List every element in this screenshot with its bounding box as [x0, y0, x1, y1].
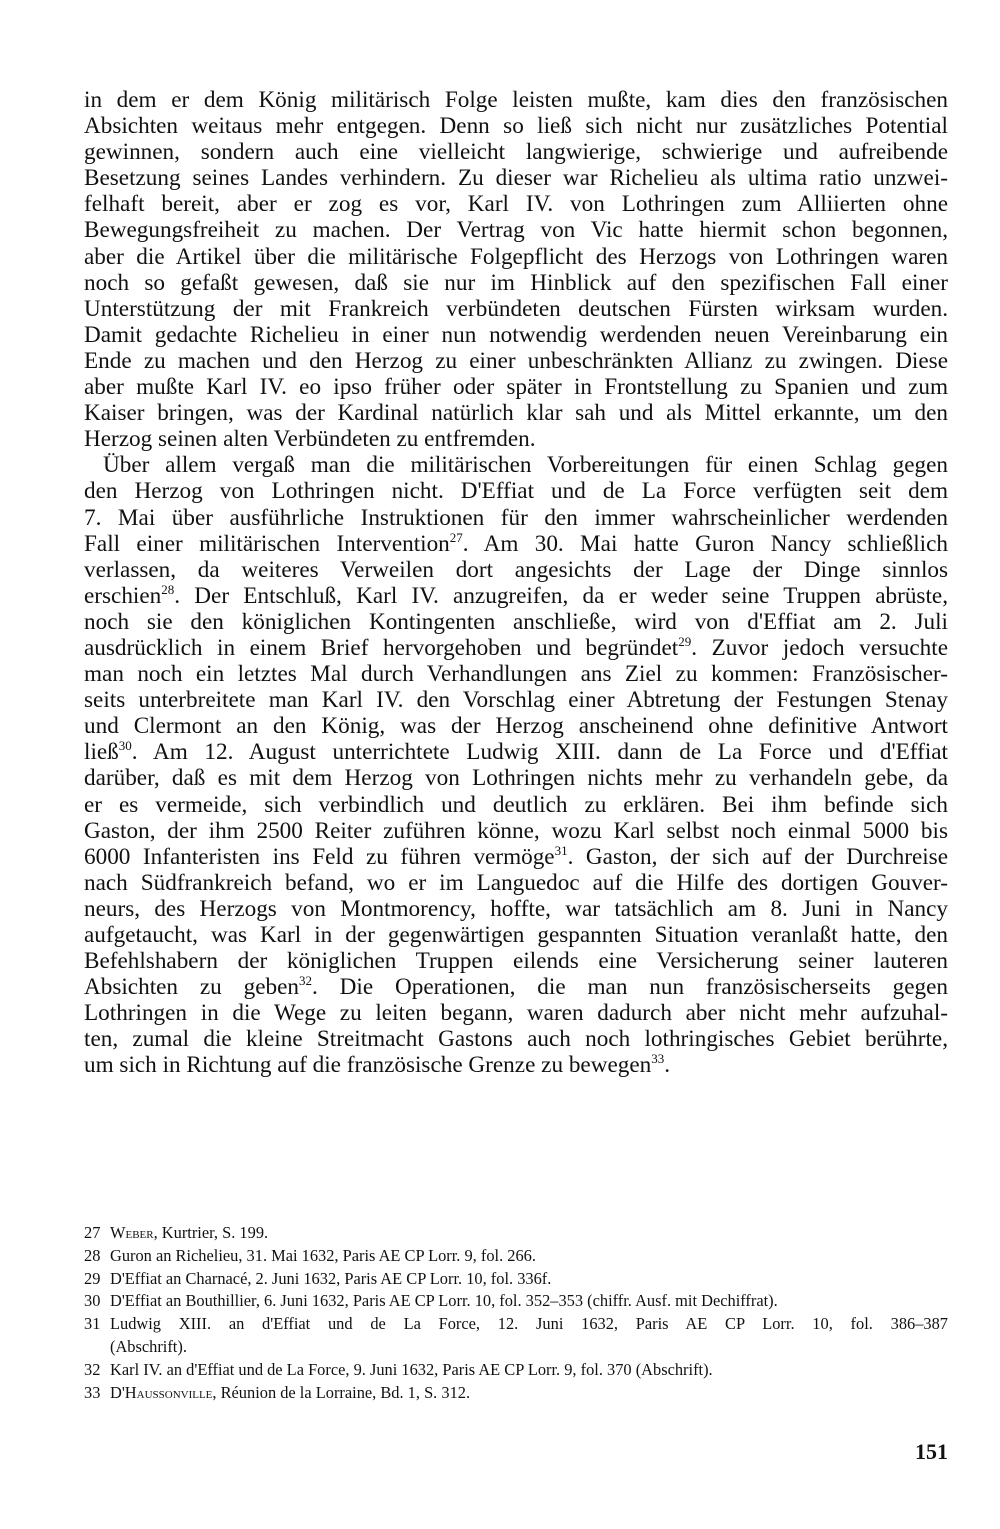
footnote-number: 27: [84, 1223, 101, 1242]
text-line: aber die Artikel über die militärische Folgepflicht des Herzogs von Lothringen waren: [84, 243, 948, 270]
footnote: [84, 1290, 948, 1313]
footnote-text: Guron an Richelieu, 31. Mai 1632, Paris AE CP Lorr. 9, fol. 266.: [110, 1245, 536, 1265]
footnote-text: D'Effiat an Bouthillier, 6. Juni 1632, Paris AE CP Lorr. 10, fol. 352–353 (chiffr. Ausf. mit Dechiffrat).: [110, 1291, 778, 1311]
footnote-number: 28: [84, 1245, 101, 1265]
text-line: gewinnen, sondern auch eine vielleicht langwierige, schwierige und aufreibende: [84, 139, 948, 166]
footnote-ref: 31: [554, 842, 568, 858]
text-segment: erschien: [84, 582, 162, 609]
text-line: Damit gedachte Richelieu in einer nun notwendig werdenden neuen Vereinbarung ein: [84, 321, 948, 348]
footnote-citation: , Kurtrier, S. 199.: [153, 1223, 269, 1242]
footnote-author: Weber: [110, 1223, 154, 1242]
footnote-ref: 28: [161, 581, 175, 597]
text-line: Gaston, der ihm 2500 Reiter zuführen könne, wozu Karl selbst noch einmal 5000 bis: [84, 817, 948, 844]
text-line: felhaft bereit, aber er zog es vor, Karl IV. von Lothringen zum Alliierten ohne: [84, 191, 948, 218]
page-number: 151: [915, 1439, 948, 1464]
footnote: [84, 1222, 948, 1245]
text-line: Unterstützung der mit Frankreich verbündeten deutschen Fürsten wirksam wurden.: [84, 295, 948, 322]
text-segment: . Am 30. Mai hatte Guron Nancy schließlich: [462, 530, 948, 557]
footnote: [84, 1245, 948, 1268]
text-line: man noch ein letztes Mal durch Verhandlungen ans Ziel zu kommen: Französischer-: [84, 661, 948, 688]
text-line: Lothringen in die Wege zu leiten begann, waren dadurch aber nicht mehr aufzuhal-: [84, 1000, 948, 1027]
text-segment: Fall einer militärischen Intervention: [84, 530, 450, 557]
text-segment: .: [664, 1052, 671, 1079]
text-line: ten, zumal die kleine Streitmacht Gastons auch noch lothringisches Gebiet berührte,: [84, 1026, 948, 1053]
footnote: [84, 1382, 948, 1405]
text-line: Über allem vergaß man die militärischen Vorbereitungen für einen Schlag gegen: [103, 452, 948, 479]
footnote-citation: , Réunion de la Lorraine, Bd. 1, S. 312.: [212, 1382, 471, 1402]
text-line: [84, 844, 948, 870]
text-segment: um sich in Richtung auf die französische Grenze zu bewegen: [84, 1052, 652, 1079]
text-line: in dem er dem König militärisch Folge leisten mußte, kam dies den französischen: [84, 87, 948, 113]
text-line: neurs, des Herzogs von Montmorency, hoffte, war tatsächlich am 8. Juni in Nancy: [84, 895, 948, 922]
text-line: er es vermeide, sich verbindlich und deutlich zu erklären. Bei ihm befinde sich: [84, 791, 948, 818]
text-line: aufgetaucht, was Karl in der gegenwärtigen gespannten Situation veranlaßt hatte, den: [84, 922, 948, 948]
footnote-ref: 33: [651, 1051, 665, 1067]
text-line: [84, 739, 948, 765]
text-line: [84, 1052, 948, 1078]
footnote: [84, 1268, 948, 1291]
footnote-ref: 29: [678, 633, 692, 649]
text-segment: . Die Operationen, die man nun französischerseits gegen: [312, 974, 948, 1001]
text-segment: ließ: [84, 739, 119, 766]
text-line: 7. Mai über ausführliche Instruktionen für den immer wahrscheinlicher werdenden: [84, 504, 948, 531]
text-segment: . Zuvor jedoch versuchte: [691, 634, 948, 661]
text-line: Besetzung seines Landes verhindern. Zu dieser war Richelieu als ultima ratio unzwei-: [84, 165, 948, 192]
footnote-text: [110, 1382, 948, 1405]
footnote-line: (Abschrift).: [110, 1336, 187, 1356]
text-line: noch sie den königlichen Kontingenten anschließe, wird von d'Effiat am 2. Juli: [84, 608, 948, 635]
footnote-text: [110, 1222, 948, 1245]
text-line: aber mußte Karl IV. eo ipso früher oder später in Frontstellung zu Spanien und zum: [84, 374, 948, 401]
footnote-text: D'Effiat an Charnacé, 2. Juni 1632, Paris AE CP Lorr. 10, fol. 336f.: [110, 1268, 552, 1288]
text-segment: Absichten zu geben: [84, 974, 300, 1001]
text-line: noch so gefaßt gewesen, daß sie nur im Hinblick auf den spezifischen Fall einer: [84, 269, 948, 296]
text-line: Kaiser bringen, was der Kardinal natürlich klar sah und als Mittel erkannte, um den: [84, 400, 948, 427]
text-line: [84, 974, 948, 1000]
text-line: und Clermont an den König, was der Herzog anscheinend ohne definitive Antwort: [84, 713, 948, 740]
text-segment: . Gaston, der sich auf der Durchreise: [567, 843, 948, 870]
footnote-number: 33: [84, 1382, 101, 1402]
footnote-number: 29: [84, 1268, 101, 1288]
text-line: [84, 531, 948, 557]
text-line: Befehlshabern der königlichen Truppen eilends eine Versicherung seiner lauteren: [84, 948, 948, 975]
footnote-ref: 30: [118, 738, 132, 754]
text-line: verlassen, da weiteres Verweilen dort angesichts der Lage der Dinge sinnlos: [84, 556, 948, 583]
text-line: Ende zu machen und den Herzog zu einer unbeschränkten Allianz zu zwingen. Diese: [84, 347, 948, 374]
footnote: [84, 1313, 948, 1359]
footnote-number: 32: [84, 1359, 101, 1379]
text-segment: . Am 12. August unterrichtete Ludwig XIII. dann de La Force und d'Effiat: [131, 739, 948, 766]
footnote-ref: 27: [449, 529, 463, 545]
footnote-ref: 32: [299, 973, 313, 989]
text-segment: 6000 Infanteristen ins Feld zu führen vermöge: [84, 843, 555, 870]
footnote-text: Karl IV. an d'Effiat und de La Force, 9. Juni 1632, Paris AE CP Lorr. 9, fol. 370 (Abschrift).: [110, 1359, 713, 1379]
footnote-author: D'Haussonville: [110, 1382, 213, 1402]
text-line: den Herzog von Lothringen nicht. D'Effiat und de La Force verfügten seit dem: [84, 478, 948, 505]
text-line: Absichten weitaus mehr entgegen. Denn so ließ sich nicht nur zusätzliches Potential: [84, 113, 948, 140]
text-line: Bewegungsfreiheit zu machen. Der Vertrag von Vic hatte hiermit schon begonnen,: [84, 217, 948, 244]
footnote-text: [110, 1313, 948, 1359]
text-line: [84, 635, 948, 661]
text-line: seits unterbreitete man Karl IV. den Vorschlag einer Abtretung der Festungen Stenay: [84, 687, 948, 714]
footnote-line: Ludwig XIII. an d'Effiat und de La Force, 12. Juni 1632, Paris AE CP Lorr. 10, fol. 386–387: [110, 1314, 948, 1334]
text-line: [84, 583, 948, 609]
footnotes: [84, 1222, 948, 1404]
text-line: darüber, daß es mit dem Herzog von Lothringen nichts mehr zu verhandeln gebe, da: [84, 765, 948, 792]
footnote-number: 30: [84, 1291, 101, 1311]
body-text: [84, 87, 948, 1079]
text-line: nach Südfrankreich befand, wo er im Languedoc auf die Hilfe des dortigen Gouver-: [84, 869, 948, 896]
footnote-number: 31: [84, 1314, 101, 1334]
text-line: Herzog seinen alten Verbündeten zu entfremden.: [84, 426, 536, 453]
text-segment: ausdrücklich in einem Brief hervorgehoben und begründet: [84, 634, 679, 661]
text-segment: . Der Entschluß, Karl IV. anzugreifen, da er weder seine Truppen abrüste,: [174, 582, 948, 609]
footnote: [84, 1359, 948, 1382]
